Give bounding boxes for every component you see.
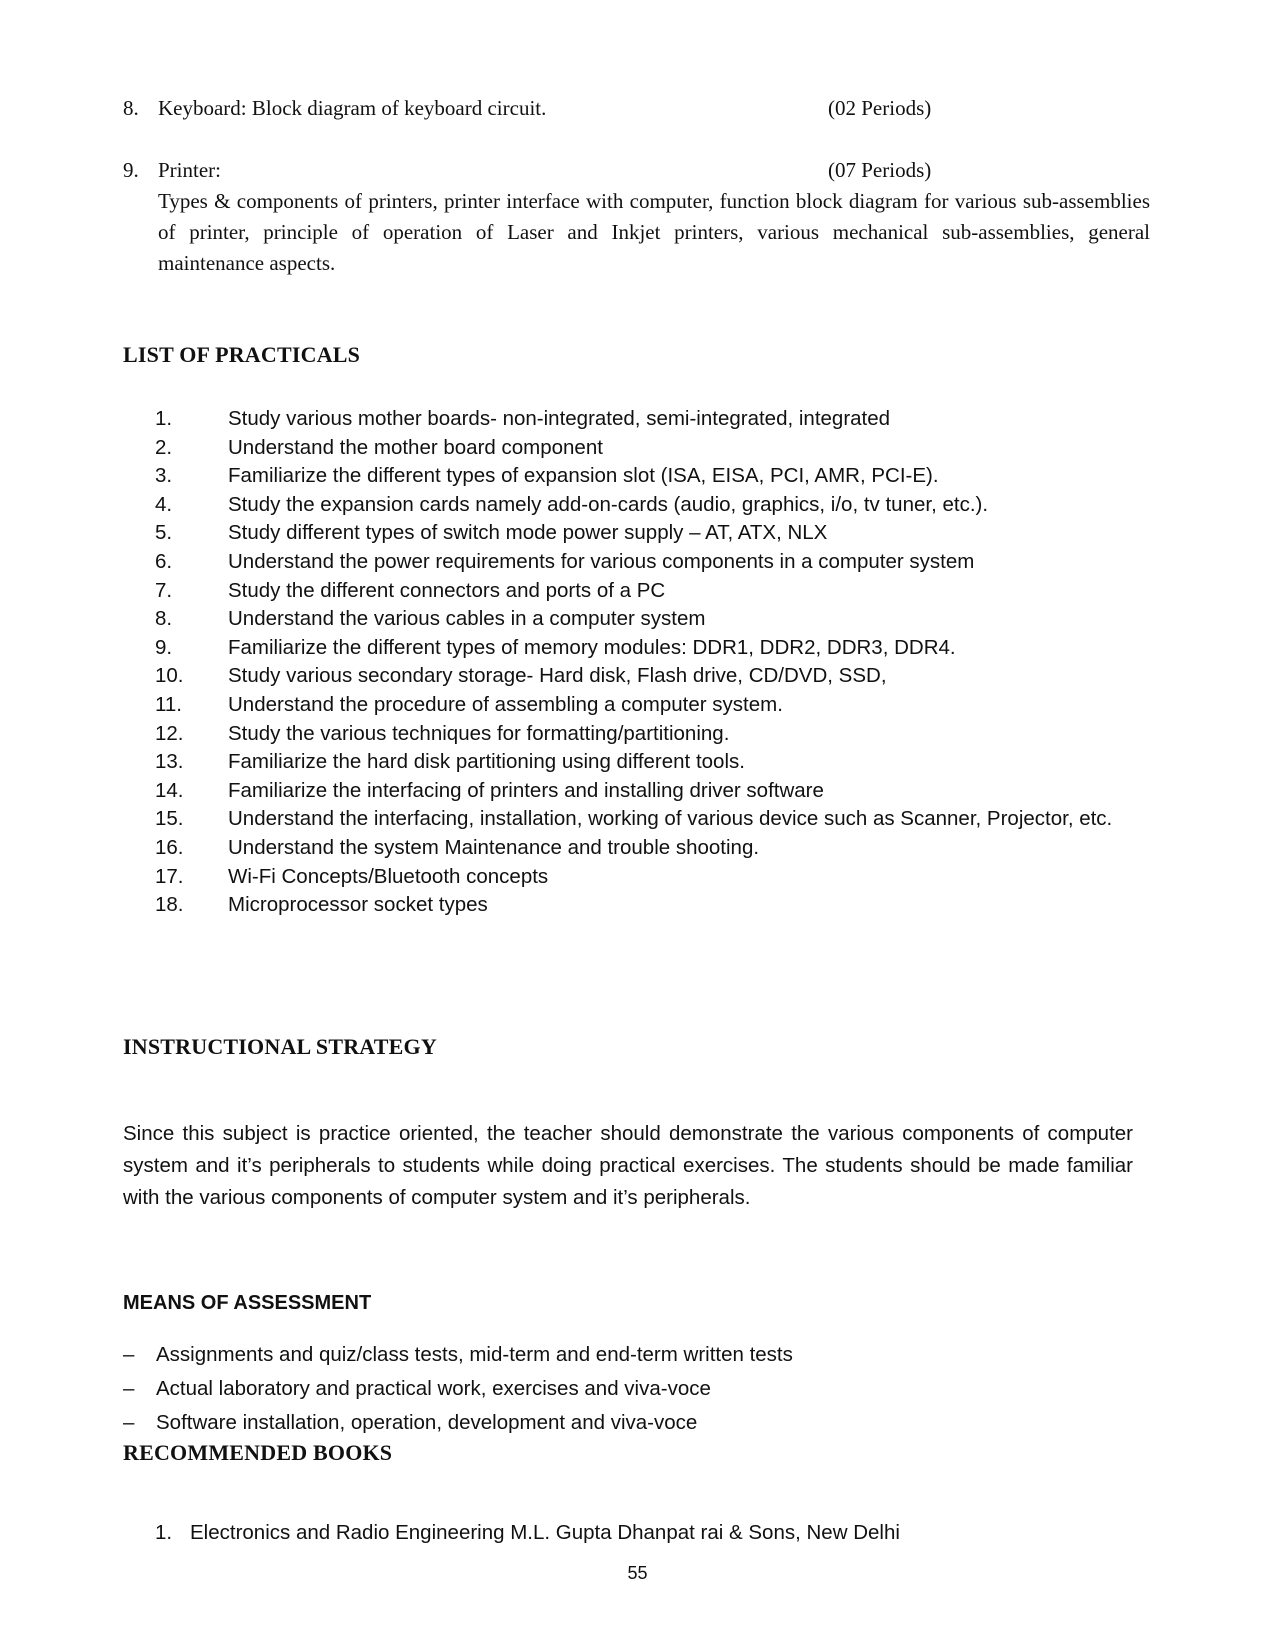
list-item xyxy=(155,634,1135,663)
item-text: Understand the mother board component xyxy=(228,435,603,459)
topic-title: Printer: xyxy=(158,158,221,182)
item-text: Study the expansion cards namely add-on-cards (audio, graphics, i/o, tv tuner, etc.). xyxy=(228,492,989,516)
list-item xyxy=(155,548,1135,577)
item-text: Familiarize the interfacing of printers and installing driver software xyxy=(228,778,824,802)
topic-title: Keyboard: Block diagram of keyboard circuit. xyxy=(158,96,547,120)
list-item xyxy=(123,1338,793,1372)
item-text: Study the different connectors and ports of a PC xyxy=(228,578,666,602)
list-item xyxy=(155,434,1135,463)
list-item xyxy=(155,891,1135,920)
list-item xyxy=(155,491,1135,520)
item-number: 3. xyxy=(155,464,173,488)
item-text: Assignments and quiz/class tests, mid-term and end-term written tests xyxy=(156,1343,793,1366)
topic-number: 9. xyxy=(123,158,139,182)
item-number: 16. xyxy=(155,835,184,859)
list-item xyxy=(155,863,1135,892)
item-number: 11. xyxy=(155,692,182,716)
item-text: Familiarize the different types of memory modules: DDR1, DDR2, DDR3, DDR4. xyxy=(228,635,956,659)
list-item xyxy=(155,805,1135,834)
item-text: Familiarize the different types of expansion slot (ISA, EISA, PCI, AMR, PCI-E). xyxy=(228,464,939,488)
assessment-heading: MEANS OF ASSESSMENT xyxy=(123,1292,372,1314)
list-item xyxy=(155,605,1135,634)
bullet-dash: – xyxy=(123,1411,135,1434)
item-number: 1. xyxy=(155,1521,173,1544)
item-number: 12. xyxy=(155,721,184,745)
item-text: Study various mother boards- non-integrated, semi-integrated, integrated xyxy=(228,407,891,430)
item-number: 9. xyxy=(155,635,173,659)
item-number: 17. xyxy=(155,864,184,888)
item-number: 10. xyxy=(155,664,184,688)
list-item xyxy=(155,577,1135,606)
item-number: 6. xyxy=(155,549,173,573)
practicals-heading: LIST OF PRACTICALS xyxy=(123,342,361,367)
item-number: 13. xyxy=(155,750,184,774)
item-text: Software installation, operation, development and viva-voce xyxy=(156,1411,698,1434)
item-text: Study the various techniques for formatting/partitioning. xyxy=(228,721,730,745)
bullet-dash: – xyxy=(123,1377,135,1400)
list-item xyxy=(155,1519,900,1547)
item-number: 5. xyxy=(155,521,173,545)
strategy-text: Since this subject is practice oriented, the teacher should demonstrate the various components of computer system and it’s peripherals to students while doing practical exercises. The students should be made familiar with the various components of computer system and it’s peripherals. xyxy=(123,1122,1133,1209)
item-text: Understand the system Maintenance and trouble shooting. xyxy=(228,835,760,859)
topic-9-body: Types & components of printers, printer interface with computer, function block diagram for various sub-assemblies of printer, principle of operation of Laser and Inkjet printers, various mechanical sub-assemblies, general maintenance aspects. xyxy=(158,189,1150,275)
item-text: Electronics and Radio Engineering M.L. Gupta Dhanpat rai & Sons, New Delhi xyxy=(190,1521,900,1544)
item-number: 2. xyxy=(155,435,173,459)
list-item xyxy=(155,462,1135,491)
list-item xyxy=(155,405,1135,434)
bullet-dash: – xyxy=(123,1343,135,1366)
item-number: 14. xyxy=(155,778,184,802)
item-number: 1. xyxy=(155,407,173,430)
item-number: 7. xyxy=(155,578,173,602)
list-item xyxy=(155,519,1135,548)
item-text: Understand the interfacing, installation, working of various device such as Scanner, Projector, etc. xyxy=(228,807,1113,831)
item-text: Study various secondary storage- Hard disk, Flash drive, CD/DVD, SSD, xyxy=(228,664,887,688)
list-item xyxy=(155,748,1135,777)
item-text: Understand the power requirements for various components in a computer system xyxy=(228,549,975,573)
topic-periods: (07 Periods) xyxy=(828,158,932,182)
item-number: 15. xyxy=(155,807,184,831)
practicals-list xyxy=(155,405,1135,920)
list-item xyxy=(123,1406,793,1440)
page-number: 55 xyxy=(627,1563,648,1583)
item-text: Microprocessor socket types xyxy=(228,893,488,917)
topic-periods: (02 Periods) xyxy=(828,96,932,120)
list-item xyxy=(155,834,1135,863)
item-text: Familiarize the hard disk partitioning using different tools. xyxy=(228,750,745,774)
list-item xyxy=(123,1372,793,1406)
list-item xyxy=(155,691,1135,720)
topic-number: 8. xyxy=(123,96,139,120)
assessment-list xyxy=(123,1338,793,1440)
item-number: 18. xyxy=(155,893,184,917)
books-heading: RECOMMENDED BOOKS xyxy=(123,1440,393,1465)
list-item xyxy=(155,720,1135,749)
item-text: Study different types of switch mode power supply – AT, ATX, NLX xyxy=(228,521,828,545)
books-list xyxy=(155,1519,900,1547)
item-text: Actual laboratory and practical work, exercises and viva-voce xyxy=(156,1377,711,1400)
item-number: 4. xyxy=(155,492,173,516)
item-text: Wi-Fi Concepts/Bluetooth concepts xyxy=(228,864,549,888)
item-text: Understand the various cables in a computer system xyxy=(228,607,706,631)
item-number: 8. xyxy=(155,607,173,631)
list-item xyxy=(155,662,1135,691)
strategy-heading: INSTRUCTIONAL STRATEGY xyxy=(123,1034,437,1059)
item-text: Understand the procedure of assembling a computer system. xyxy=(228,692,783,716)
list-item xyxy=(155,777,1135,806)
